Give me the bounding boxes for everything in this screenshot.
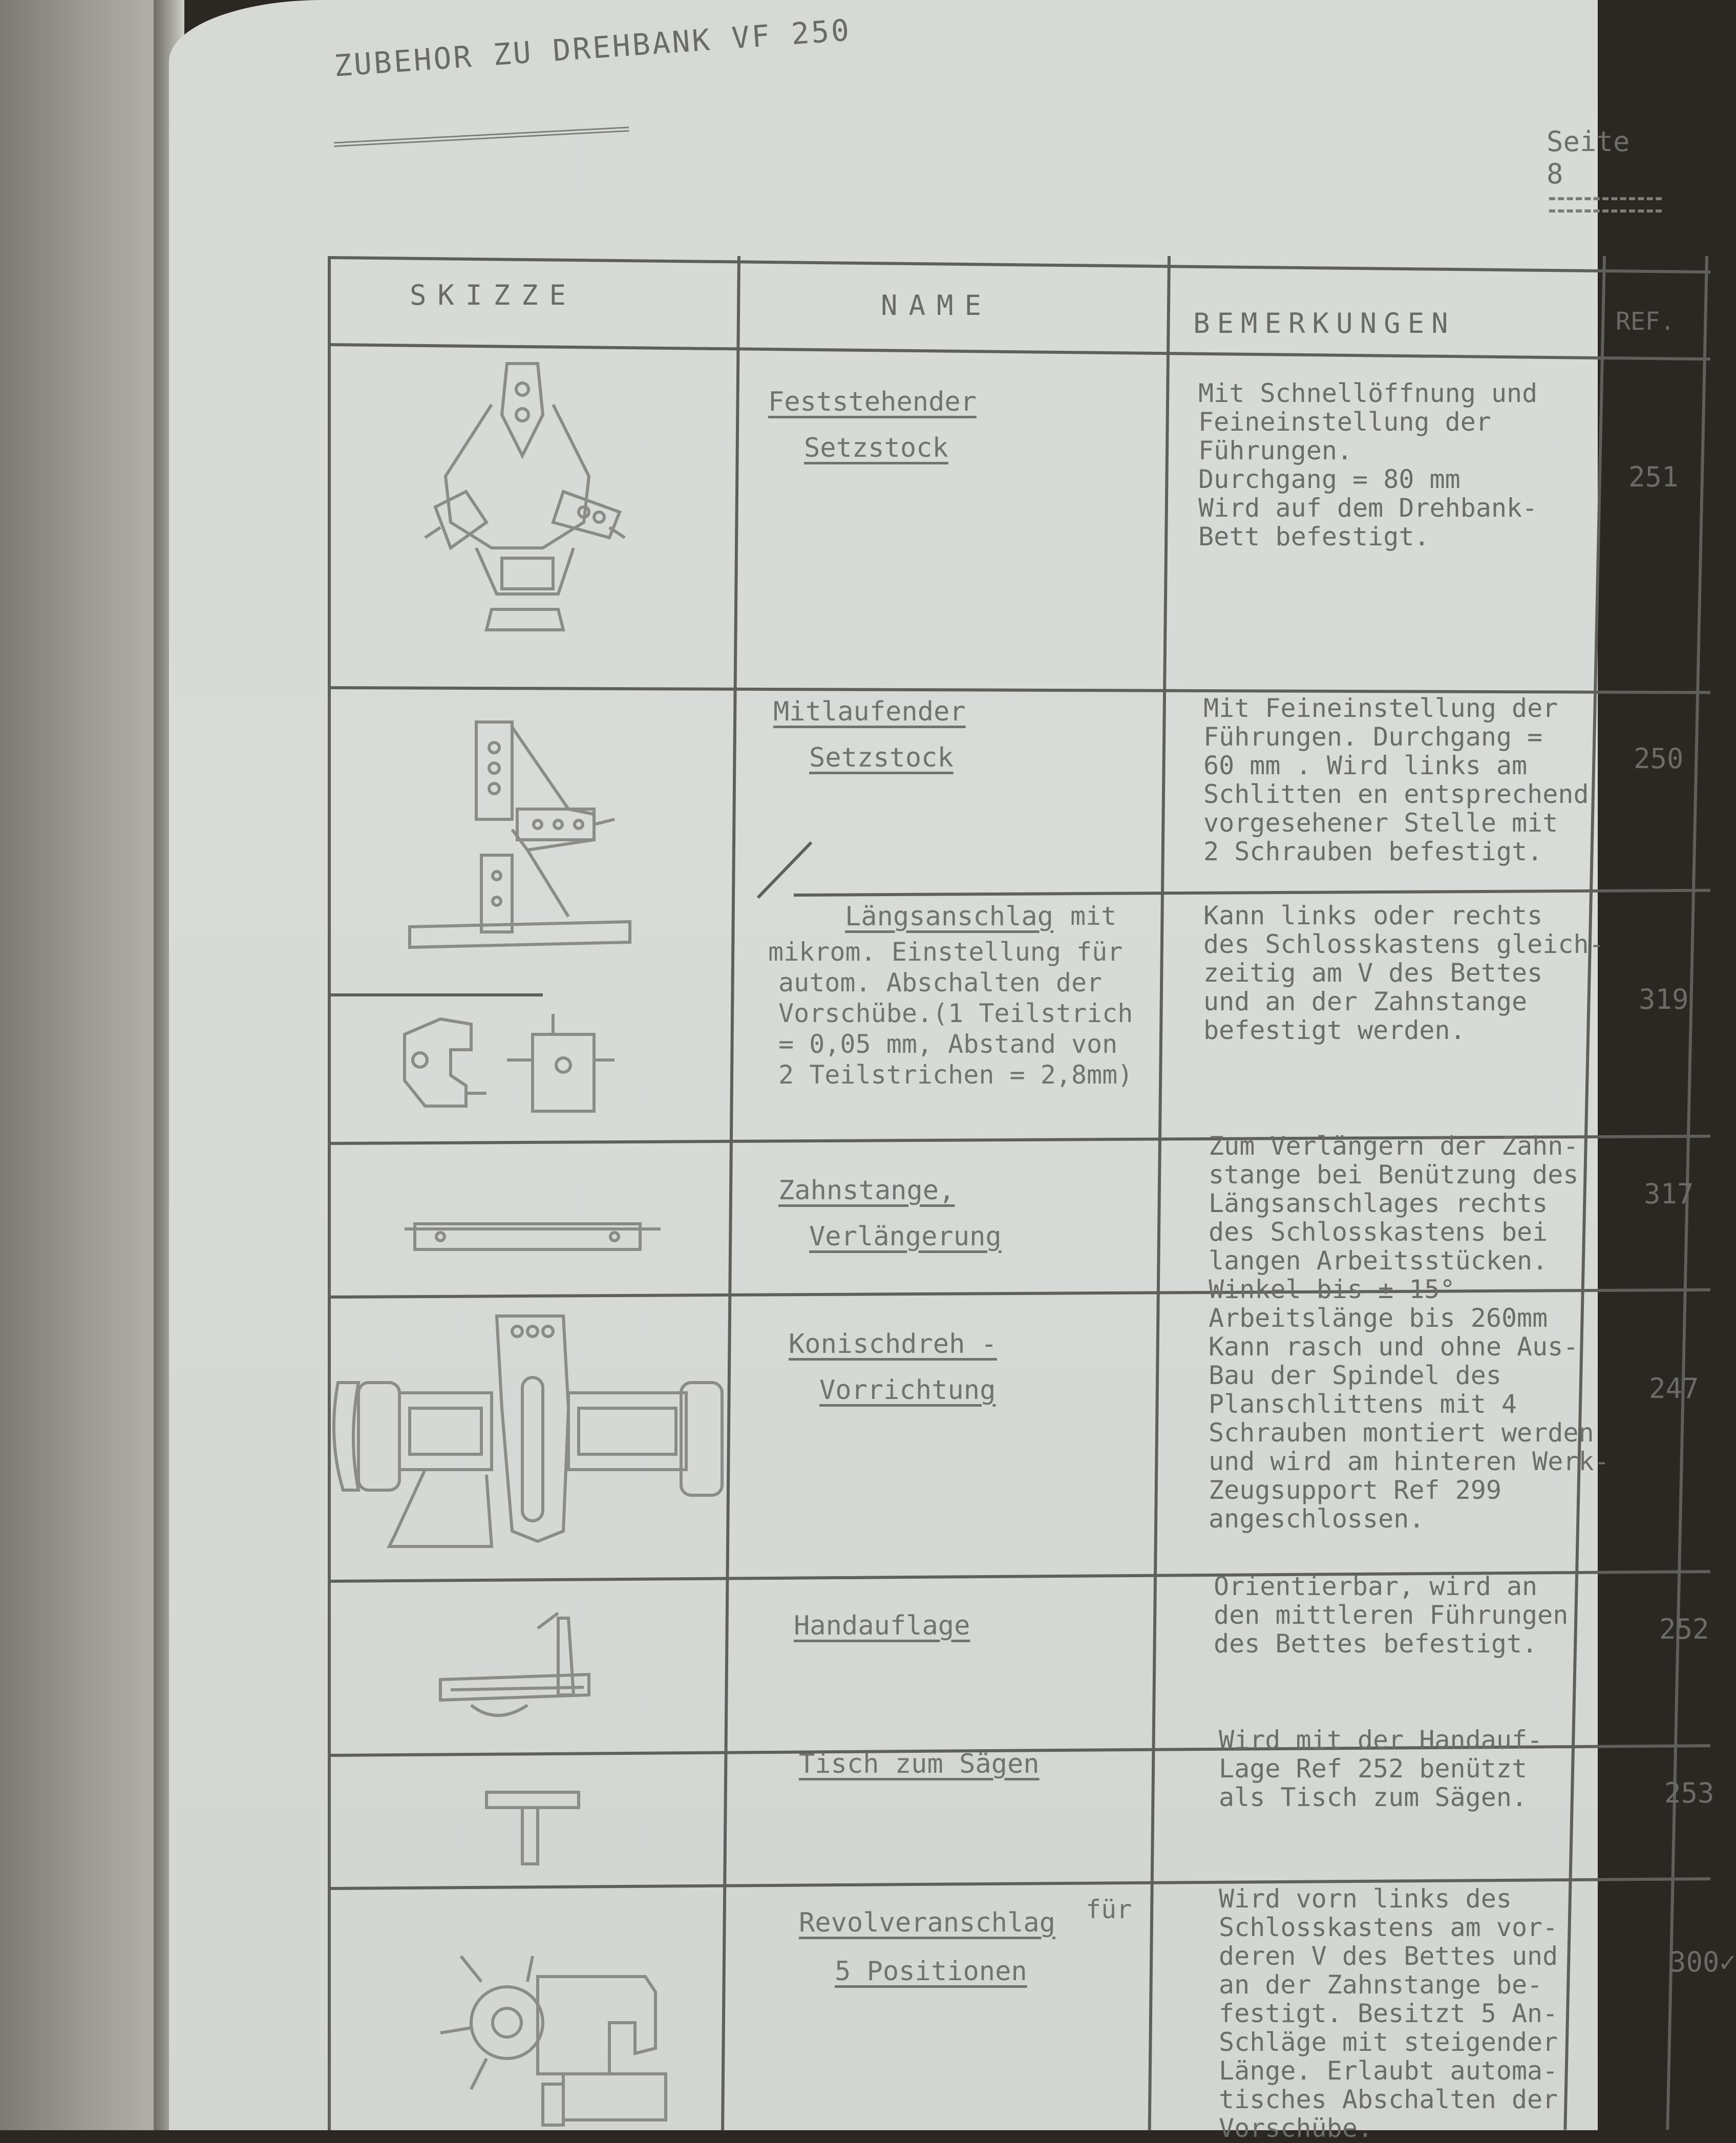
item-name: Tisch zum Sägen [799,1749,1040,1779]
title-underline: ================================= [333,118,629,155]
item-name-cont: für [1086,1895,1132,1924]
item-name-cont: Vorschübe.(1 Teilstrich [778,999,1133,1028]
item-name: Setzstock [809,742,954,773]
item-name: Handauflage [794,1610,970,1641]
page-number-underline [1549,197,1662,213]
table-top-rule [328,256,1710,273]
row-divider [794,889,1710,897]
item-name: Setzstock [804,433,948,463]
item-ref: 252 [1659,1613,1709,1645]
col-header-skizze: SKIZZE [410,279,578,311]
item-remarks: Winkel bis ± 15° Arbeitslänge bis 260mm Kann rasch und ohne Aus- Bau der Spindel des Planschlittens mit 4 Schrauben montiert werden und wird am hinteren Werk- Zeugsupport Ref 299 angeschlossen. [1209,1275,1610,1534]
col-header-name: NAME [881,289,993,322]
col-header-ref: REF. [1616,307,1675,336]
item-name: Längsanschlag [845,901,1053,932]
rack-extension-icon [394,1193,712,1275]
item-ref: 251 [1628,461,1679,493]
item-remarks: Orientierbar, wird an den mittleren Führungen des Bettes befestigt. [1214,1572,1569,1659]
taper-turning-attachment-icon [323,1306,743,1572]
item-remarks: Mit Feineinstellung der Führungen. Durchgang = 60 mm . Wird links am Schlitten en entsprechend vorgesehener Stelle mit 2 Schrauben befestigt. [1203,693,1589,866]
item-name: Konischdreh - [789,1329,997,1360]
fixed-steady-rest-icon [389,353,676,681]
page-number: Seite 8 [1547,125,1630,190]
item-name-cont: mikrom. Einstellung für [768,937,1123,967]
col-rule-skizze-name [721,256,740,2130]
hand-rest-icon [430,1603,676,1736]
item-ref: 247 [1649,1372,1699,1405]
item-ref: 300✓ [1669,1946,1736,1978]
document-page [169,0,1736,2143]
item-name-cont: autom. Abschalten der [778,968,1103,998]
item-remarks: Mit Schnellöffnung und Feineinstellung der Führungen. Durchgang = 80 mm Wird auf dem Drehbank- Bett befestigt. [1198,378,1538,551]
col-rule-name-bemerkungen [1148,256,1171,2130]
document-title: ZUBEHOR ZU DREHBANK VF 250 [333,12,853,83]
slanted-divider [757,841,813,899]
item-ref: 253 [1664,1777,1714,1809]
turret-stop-icon [440,1920,727,2135]
row-divider [328,993,543,996]
item-name-cont: mit [1070,901,1117,931]
item-remarks: Wird vorn links des Schlosskastens am vor- deren V des Bettes und an der Zahnstange be- festigt. Besitzt 5 An- Schläge mit steigender Länge. Erlaubt automa- tisches Abschalten der Vorschübe. [1219,1884,1558,2143]
item-remarks: Kann links oder rechts des Schlosskastens gleich- zeitig am V des Bettes und an der Zahnstange befestigt werden. [1203,901,1604,1045]
accessories-table [328,230,1736,2143]
item-ref: 250 [1634,742,1684,775]
item-name-cont: 2 Teilstrichen = 2,8mm) [778,1060,1133,1090]
item-name: Feststehender [768,387,977,417]
item-name-cont: = 0,05 mm, Abstand von [778,1029,1118,1059]
saw-table-icon [476,1777,609,1879]
item-name: Mitlaufender [773,696,966,727]
item-name: Vorrichtung [819,1375,996,1406]
item-remarks: Zum Verlängern der Zahn- stange bei Benützung des Längsanschlages rechts des Schlosskastens bei langen Arbeitsstücken. [1209,1131,1579,1276]
longitudinal-stop-icon [384,1004,722,1132]
item-name: Revolveranschlag [799,1907,1055,1938]
item-ref: 319 [1639,983,1689,1015]
item-name: 5 Positionen [835,1956,1027,1987]
item-name: Verlängerung [809,1221,1002,1252]
follow-rest-icon [399,702,696,988]
item-ref: 317 [1644,1178,1694,1210]
col-rule-left [328,256,331,2130]
col-header-bemerkungen: BEMERKUNGEN [1193,307,1455,340]
item-remarks: Wird mit der Handauf- Lage Ref 252 benützt als Tisch zum Sägen. [1219,1725,1543,1812]
item-name: Zahnstange, [778,1175,955,1206]
